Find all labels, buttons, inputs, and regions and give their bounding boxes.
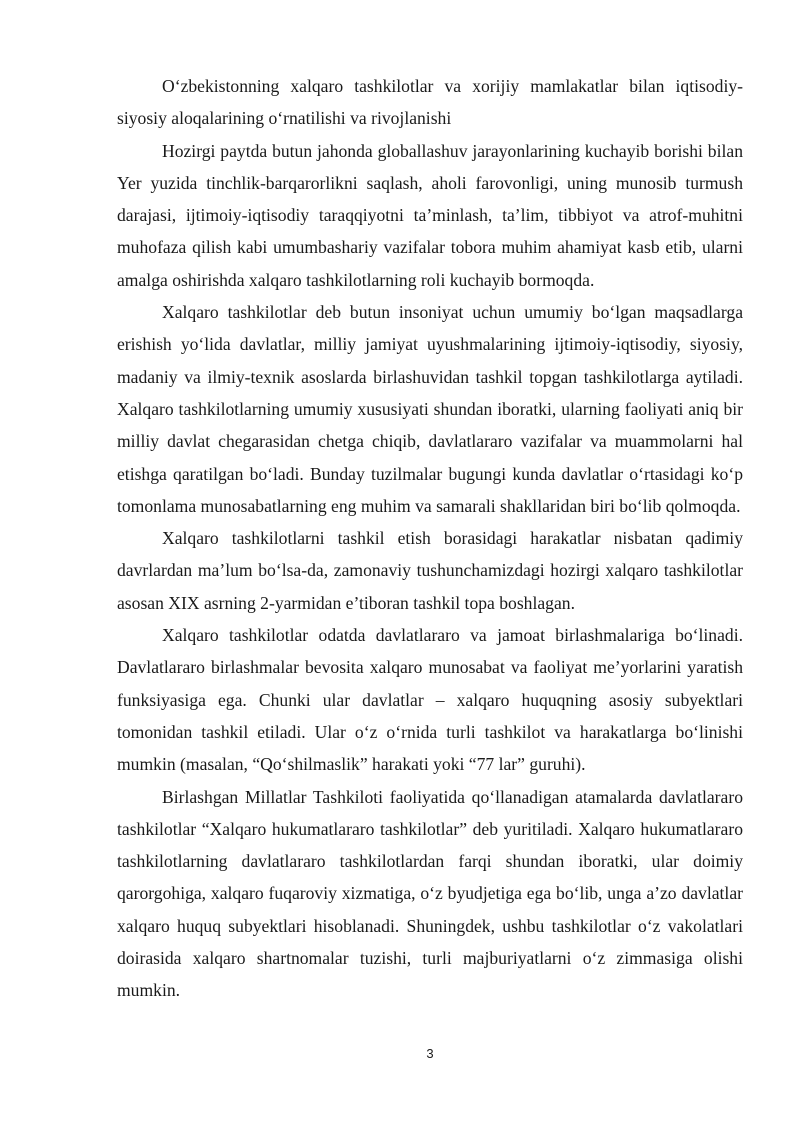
paragraph: Xalqaro tashkilotlar odatda davlatlararo va jamoat birlashmalariga bo‘linadi. Davlatlararo birlashmalar bevosita xalqaro munosabat va faoliyat me’yorlarini yaratish funksiyasiga ega. Chunki ular davlatlar – xalqaro huquqning asosiy subyektlari tomonidan tashkil etiladi. Ular o‘z o‘rnida turli tashkilot va harakatlarga bo‘linishi mumkin (masalan, “Qo‘shilmaslik” harakati yoki “77 lar” guruhi). [117, 625, 743, 775]
paragraph: Xalqaro tashkilotlarni tashkil etish borasidagi harakatlar nisbatan qadimiy davrlardan ma’lum bo‘lsa-da, zamonaviy tushunchamizdagi hozirgi xalqaro tashkilotlar asosan XIX asrning 2-yarmidan e’tiboran tashkil topa boshlagan. [117, 528, 743, 613]
paragraph: Hozirgi paytda butun jahonda globallashuv jarayonlarining kuchayib borishi bilan Yer yuzida tinchlik-barqarorlikni saqlash, aholi farovonligi, uning munosib turmush darajasi, ijtimoiy-iqtisodiy taraqqiyotni ta’minlash, ta’lim, tibbiyot va atrof-muhitni muhofaza qilish kabi umumbashariy vazifalar tobora muhim ahamiyat kasb etib, ularni amalga oshirishda xalqaro tashkilotlarning roli kuchayib bormoqda. [117, 140, 743, 290]
paragraph: Xalqaro tashkilotlar deb butun insoniyat uchun umumiy bo‘lgan maqsadlarga erishish yo‘lida davlatlar, milliy jamiyat uyushmalarining ijtimoiy-iqtisodiy, siyosiy, madaniy va ilmiy-texnik asoslarda birlashuvidan tashkil topgan tashkilotlarga aytiladi. Xalqaro tashkilotlarning umumiy xususiyati shundan iboratki, ularning faoliyati aniq bir milliy davlat chegarasidan chetga chiqib, davlatlararo vazifalar va muammolarni hal etishga qaratilgan bo‘ladi. Bunday tuzilmalar bugungi kunda davlatlar o‘rtasidagi ko‘p tomonlama munosabatlarning eng muhim va samarali shakllaridan biri bo‘lib qolmoqda. [117, 302, 743, 516]
body-text [117, 70, 743, 1007]
paragraph: Birlashgan Millatlar Tashkiloti faoliyatida qo‘llanadigan atamalarda davlatlararo tashkilotlar “Xalqaro hukumatlararo tashkilotlar” deb yuritiladi. Xalqaro hukumatlararo tashkilotlarning davlatlararo tashkilotlardan farqi shundan iboratki, ular doimiy qarorgohiga, xalqaro fuqaroviy xizmatiga, o‘z byudjetiga ega bo‘lib, unga a’zo davlatlar xalqaro huquq subyektlari hisoblanadi. Shuningdek, ushbu tashkilotlar o‘z vakolatlari doirasida xalqaro shartnomalar tuzishi, turli majburiyatlarni o‘z zimmasiga olishi mumkin. [117, 786, 743, 1001]
page-number: 3 [426, 1046, 434, 1061]
section-heading: O‘zbekistonning xalqaro tashkilotlar va xorijiy mamlakatlar bilan iqtisodiy-siyosiy aloqalarining o‘rnatilishi va rivojlanishi [117, 76, 743, 129]
